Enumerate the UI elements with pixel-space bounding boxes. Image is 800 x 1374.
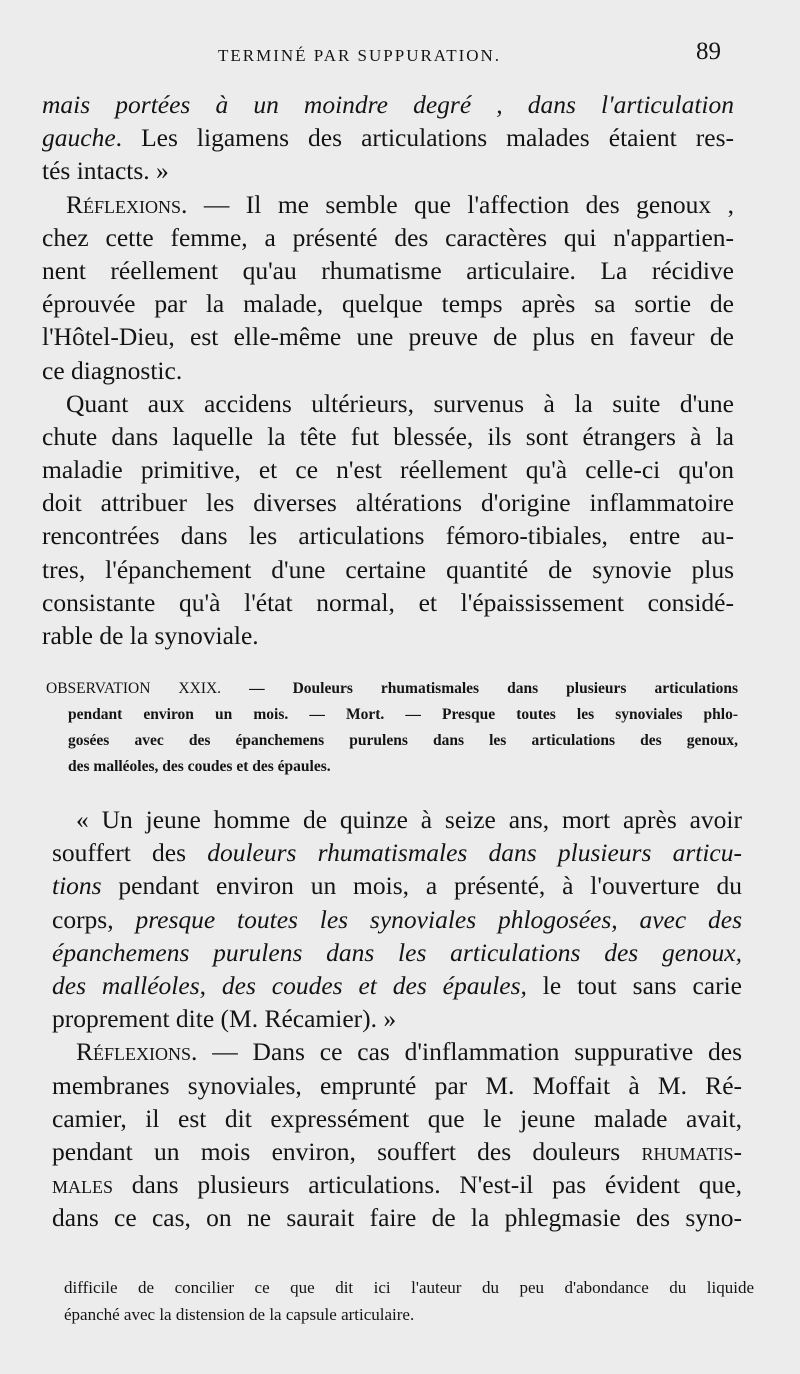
- running-head: [0, 34, 800, 74]
- text-line: mais portées à un moindre degré , dans l'articulation: [42, 90, 734, 119]
- running-title: TERMINÉ PAR SUPPURATION.: [218, 46, 502, 65]
- text-line: camier, il est dit expressément que le jeune malade avait,: [52, 1103, 742, 1133]
- text-line: des malléoles, des coudes et des épaules, le tout sans carie: [52, 970, 742, 1000]
- text-line: males dans plusieurs articulations. N'est-il pas évident que,: [52, 1170, 742, 1200]
- reflexions-line: Réflexions. — Il me semble que l'affection des genoux ,: [66, 189, 734, 219]
- text-line: tés intacts. »: [42, 156, 169, 186]
- page-number: 89: [696, 38, 721, 65]
- reflexions-label: Réflexions: [76, 1037, 192, 1067]
- main-text-block: [42, 88, 734, 652]
- case-text-block: [52, 803, 742, 1234]
- reflexions-label: Réflexions: [66, 189, 182, 219]
- text-line: rable de la synoviale.: [42, 621, 259, 650]
- text-line: corps, presque toutes les synoviales phlogosées, avec des: [52, 904, 743, 934]
- text-line: Quant aux accidens ultérieurs, survenus à la suite d'une: [66, 388, 734, 418]
- text-line: chute dans laquelle la tête fut blessée, ils sont étrangers à la: [42, 421, 734, 451]
- text-line: gauche. Les ligamens des articulations malades étaient res-: [42, 123, 734, 153]
- text-line: doit attribuer les diverses altérations d'origine inflammatoire: [42, 488, 734, 518]
- text-line: tres, l'épanchement d'une certaine quantité de synovie plus: [42, 554, 734, 584]
- text-line: maladie primitive, et ce n'est réellement qu'à celle-ci qu'on: [42, 455, 734, 485]
- text-line: souffert des douleurs rhumatismales dans plusieurs articu-: [52, 838, 742, 868]
- footnote-line: difficile de concilier ce que dit ici l'auteur du peu d'abondance du liquide: [64, 1278, 754, 1297]
- text-line: nent réellement qu'au rhumatisme articulaire. La récidive: [42, 255, 734, 285]
- text-line: consistante qu'à l'état normal, et l'épaississement considé-: [42, 587, 734, 617]
- reflexions-line: Réflexions. — Dans ce cas d'inflammation suppurative des: [76, 1037, 742, 1067]
- footnote: [64, 1274, 754, 1328]
- text-line: tions pendant environ un mois, a présenté, à l'ouverture du: [52, 871, 742, 901]
- observation-line: pendant environ un mois. — Mort. — Presque toutes les synoviales phlo-: [68, 706, 738, 723]
- text-line: ce diagnostic.: [42, 355, 183, 385]
- text-line: rencontrées dans les articulations fémoro-tibiales, entre au-: [42, 521, 734, 551]
- text-line: dans ce cas, on ne saurait faire de la phlegmasie des syno-: [52, 1203, 742, 1233]
- observation-line: des malléoles, des coudes et des épaules.: [68, 758, 331, 775]
- text-line: pendant un mois environ, souffert des douleurs rhumatis-: [52, 1136, 742, 1166]
- text-line: épanchemens purulens dans les articulations des genoux,: [52, 937, 742, 967]
- text-line: l'Hôtel-Dieu, est elle-même une preuve de plus en faveur de: [42, 322, 734, 352]
- observation-heading: OBSERVATION XXIX.: [46, 680, 222, 697]
- text-line: membranes synoviales, emprunté par M. Moffait à M. Ré-: [52, 1070, 742, 1100]
- observation-summary: [46, 676, 738, 780]
- text-line: chez cette femme, a présenté des caractères qui n'appartien-: [42, 222, 734, 252]
- footnote-line: épanché avec la distension de la capsule articulaire.: [64, 1305, 415, 1324]
- text-line: proprement dite (M. Récamier). »: [52, 1004, 397, 1034]
- text-line: éprouvée par la malade, quelque temps après sa sortie de: [42, 289, 734, 319]
- text-line: « Un jeune homme de quinze à seize ans, mort après avoir: [76, 805, 742, 834]
- observation-line: gosées avec des épanchemens purulens dans les articulations des genoux,: [68, 732, 738, 749]
- observation-line: OBSERVATION XXIX. — Douleurs rhumatismales dans plusieurs articulations: [46, 680, 738, 697]
